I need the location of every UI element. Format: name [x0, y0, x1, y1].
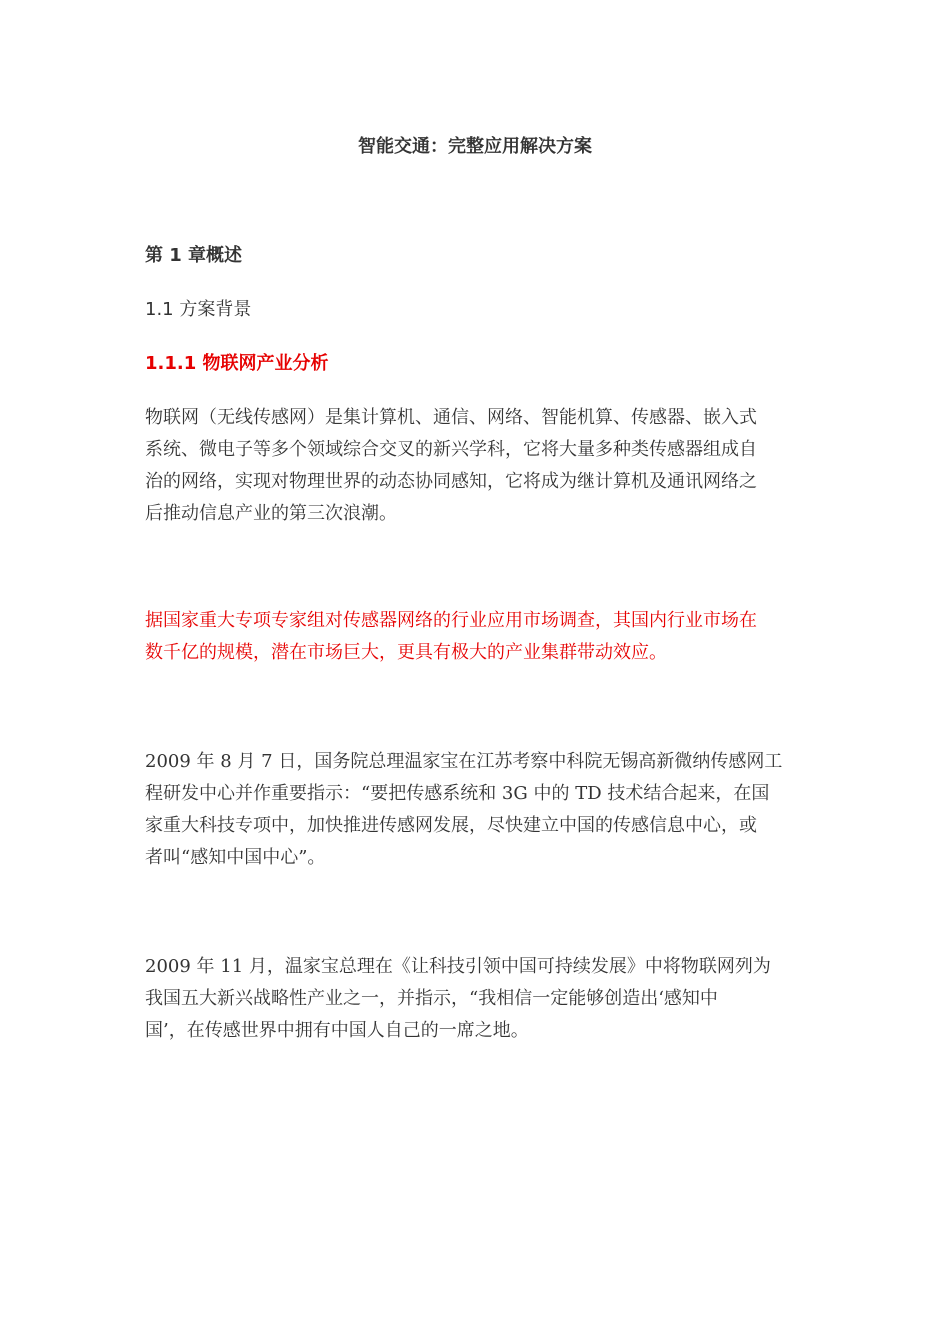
paragraph-market-survey — [145, 605, 810, 669]
paragraph-line: 据国家重大专项专家组对传感器网络的行业应用市场调查，其国内行业市场在 — [145, 610, 757, 631]
paragraph-line: 者叫“感知中国中心”。 — [145, 847, 326, 868]
document-title: 智能交通：完整应用解决方案 — [358, 136, 592, 157]
paragraph-line: 家重大科技专项中，加快推进传感网发展，尽快建立中国的传感信息中心，或 — [145, 815, 757, 836]
paragraph-2009-november — [145, 951, 810, 1047]
chapter-heading: 第 1 章概述 — [145, 245, 243, 266]
paragraph-line: 治的网络，实现对物理世界的动态协同感知，它将成为继计算机及通讯网络之 — [145, 471, 757, 492]
paragraph-line: 我国五大新兴战略性产业之一，并指示，“我相信一定能够创造出‘感知中 — [145, 988, 718, 1009]
paragraph-line: 物联网（无线传感网）是集计算机、通信、网络、智能机算、传感器、嵌入式 — [145, 407, 757, 428]
paragraph-2009-august — [145, 746, 810, 874]
paragraph-line: 2009 年 8 月 7 日，国务院总理温家宝在江苏考察中科院无锡高新微纳传感网工 — [145, 751, 783, 772]
paragraph-line: 程研发中心并作重要指示：“要把传感系统和 3G 中的 TD 技术结合起来，在国 — [145, 783, 770, 804]
paragraph-line: 数千亿的规模，潜在市场巨大，更具有极大的产业集群带动效应。 — [145, 642, 667, 663]
paragraph-line: 国’，在传感世界中拥有中国人自己的一席之地。 — [145, 1020, 529, 1041]
subsection-heading: 1.1.1 物联网产业分析 — [145, 353, 329, 374]
paragraph-iot-definition — [145, 402, 810, 530]
paragraph-line: 2009 年 11 月，温家宝总理在《让科技引领中国可持续发展》中将物联网列为 — [145, 956, 771, 977]
paragraph-line: 后推动信息产业的第三次浪潮。 — [145, 503, 397, 524]
section-heading: 1.1 方案背景 — [145, 299, 252, 320]
paragraph-line: 系统、微电子等多个领域综合交叉的新兴学科，它将大量多种类传感器组成自 — [145, 439, 757, 460]
